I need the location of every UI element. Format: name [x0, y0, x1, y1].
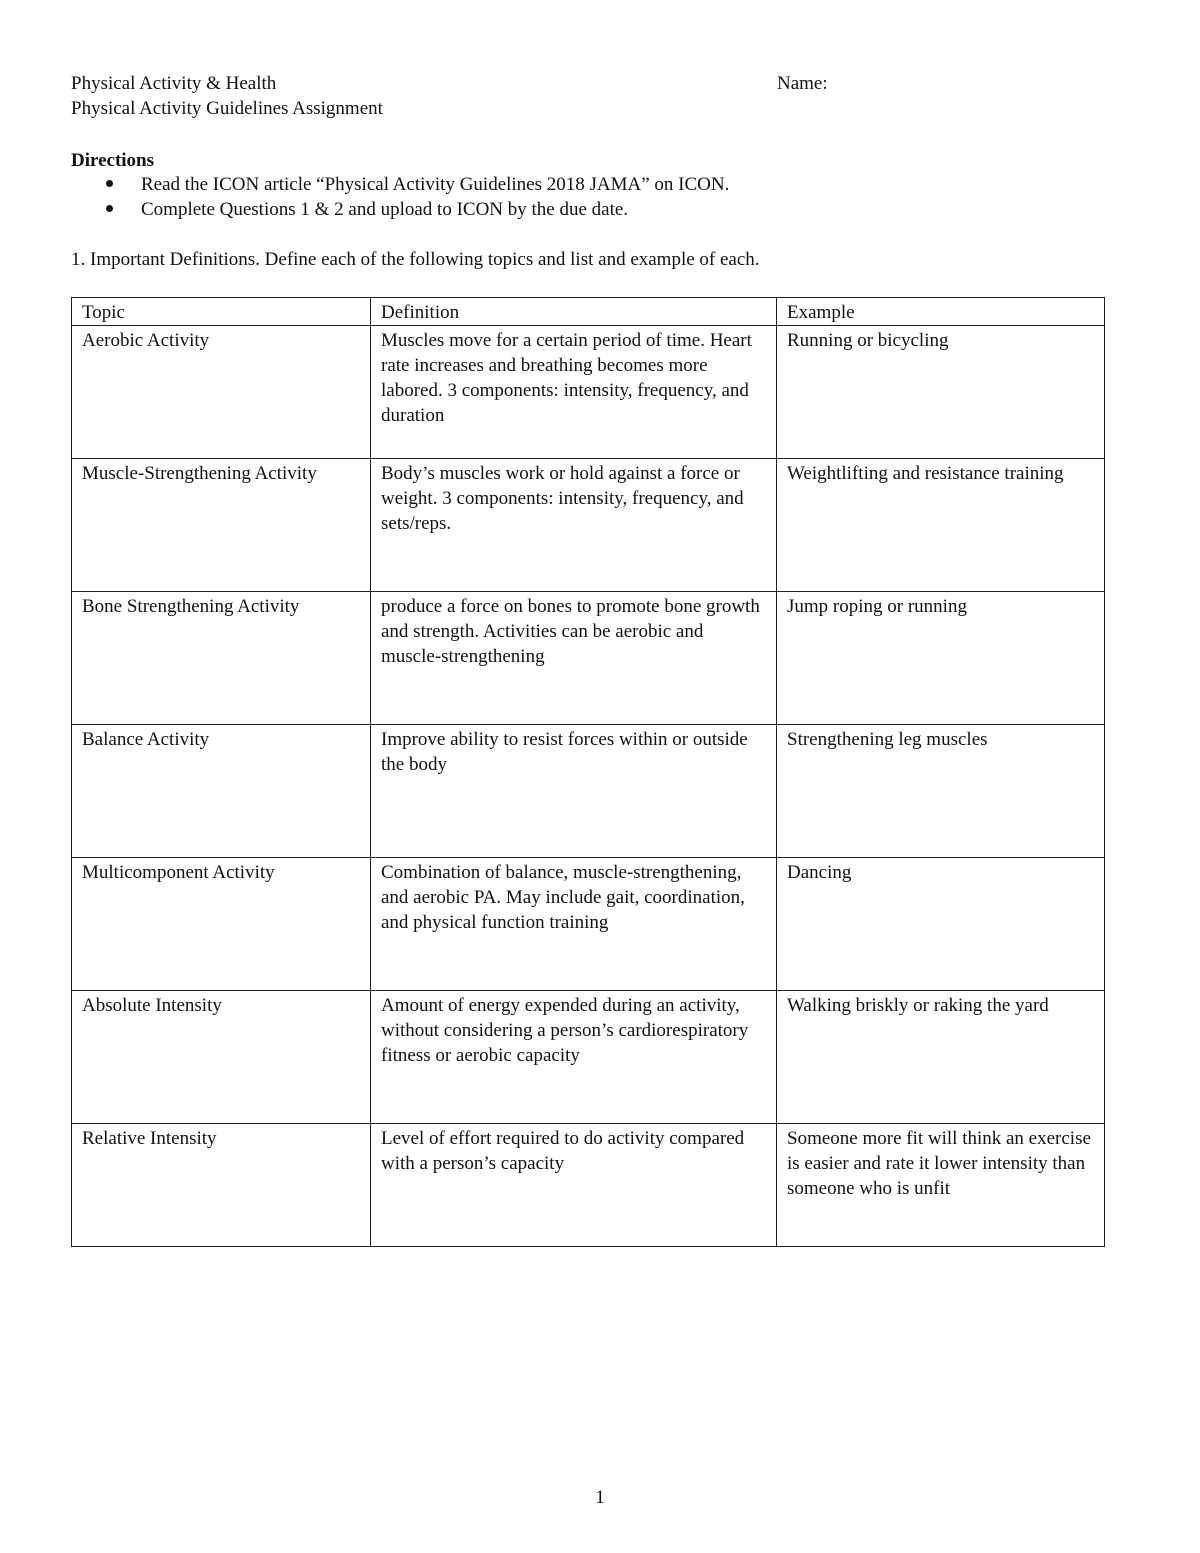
example-cell: Strengthening leg muscles	[777, 725, 1105, 858]
course-title: Physical Activity & Health	[71, 73, 277, 94]
definition-cell: Amount of energy expended during an activity, without considering a person’s cardiorespiratory fitness or aerobic capacity	[371, 991, 777, 1124]
table-header-row	[72, 298, 1105, 326]
example-cell: Dancing	[777, 858, 1105, 991]
example-cell: Someone more fit will think an exercise is easier and rate it lower intensity than someone who is unfit	[777, 1124, 1105, 1247]
name-label: Name:	[777, 73, 828, 94]
assignment-title: Physical Activity Guidelines Assignment	[71, 98, 383, 119]
example-cell: Weightlifting and resistance training	[777, 459, 1105, 592]
question-1: 1. Important Definitions. Define each of the following topics and list and example of each.	[71, 249, 760, 270]
table-row	[72, 991, 1105, 1124]
bullet-icon	[106, 180, 113, 187]
header-topic: Topic	[72, 298, 371, 326]
table-row	[72, 725, 1105, 858]
topic-cell: Multicomponent Activity	[72, 858, 371, 991]
directions-heading: Directions	[71, 150, 155, 171]
example-cell: Jump roping or running	[777, 592, 1105, 725]
header-definition: Definition	[371, 298, 777, 326]
example-cell: Walking briskly or raking the yard	[777, 991, 1105, 1124]
definition-cell: produce a force on bones to promote bone growth and strength. Activities can be aerobic and muscle-strengthening	[371, 592, 777, 725]
page-number: 1	[595, 1487, 605, 1508]
topic-cell: Aerobic Activity	[72, 326, 371, 459]
table-row	[72, 592, 1105, 725]
table-row	[72, 858, 1105, 991]
table-row	[72, 459, 1105, 592]
definition-cell: Combination of balance, muscle-strengthening, and aerobic PA. May include gait, coordination, and physical function training	[371, 858, 777, 991]
topic-cell: Relative Intensity	[72, 1124, 371, 1247]
topic-cell: Bone Strengthening Activity	[72, 592, 371, 725]
table-row	[72, 1124, 1105, 1247]
example-cell: Running or bicycling	[777, 326, 1105, 459]
definition-cell: Body’s muscles work or hold against a force or weight. 3 components: intensity, frequency, and sets/reps.	[371, 459, 777, 592]
definitions-table	[71, 297, 1105, 1247]
topic-cell: Absolute Intensity	[72, 991, 371, 1124]
definition-cell: Level of effort required to do activity compared with a person’s capacity	[371, 1124, 777, 1247]
direction-item-2: Complete Questions 1 & 2 and upload to ICON by the due date.	[141, 199, 629, 220]
definition-cell: Muscles move for a certain period of time. Heart rate increases and breathing becomes more labored. 3 components: intensity, frequency, and duration	[371, 326, 777, 459]
topic-cell: Muscle-Strengthening Activity	[72, 459, 371, 592]
header-example: Example	[777, 298, 1105, 326]
definition-cell: Improve ability to resist forces within or outside the body	[371, 725, 777, 858]
bullet-icon	[106, 205, 113, 212]
table-row	[72, 326, 1105, 459]
direction-item-1: Read the ICON article “Physical Activity Guidelines 2018 JAMA” on ICON.	[141, 174, 730, 195]
topic-cell: Balance Activity	[72, 725, 371, 858]
